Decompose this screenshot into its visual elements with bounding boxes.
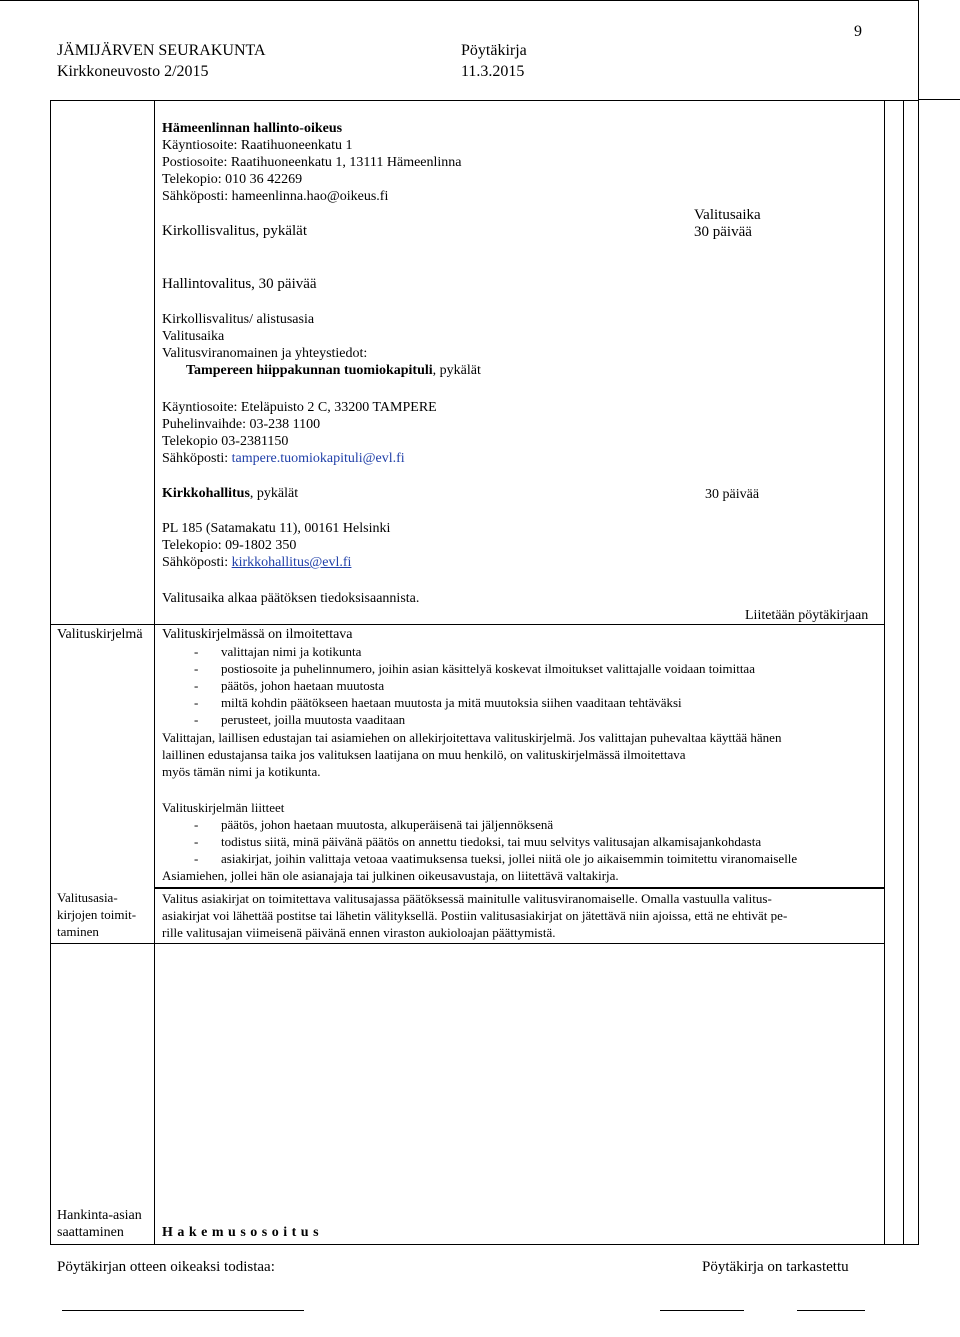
left-column-border	[50, 100, 51, 1245]
appeal-item: päätös, johon haetaan muutosta	[221, 678, 385, 693]
appeal-item-dash: -	[194, 661, 199, 676]
delivery-label-line: taminen	[57, 924, 99, 939]
board-email-prefix: Sähköposti:	[162, 555, 232, 570]
procurement-label-line: Hankinta-asian	[57, 1208, 142, 1223]
period-start-note: Valitusaika alkaa päätöksen tiedoksisaannista.	[162, 591, 420, 606]
delivery-label-line: Valitusasia-	[57, 890, 118, 905]
table-top-border	[50, 100, 918, 101]
signature-line-right-a	[660, 1310, 744, 1311]
chapter-email	[162, 450, 405, 467]
delivery-bottom-divider	[50, 943, 884, 944]
chapter-line3: Valitusviranomainen ja yhteystiedot:	[162, 346, 368, 361]
delivery-text-line: Valitus asiakirjat on toimitettava valitusajassa päätöksessä mainitulle valitusviranomaiselle. Omalla vastuulla valitus-	[162, 891, 772, 906]
header-body: Kirkkoneuvosto 2/2015	[57, 63, 209, 80]
attachment-dash: -	[194, 817, 199, 832]
chapter-email-prefix: Sähköposti:	[162, 451, 232, 466]
chapter-authority-name: Tampereen hiippakunnan tuomiokapituli	[186, 363, 433, 378]
appeal-doc-label: Valituskirjelmä	[57, 627, 143, 642]
court-period-label: Valitusaika	[694, 207, 761, 223]
board-name-suffix: , pykälät	[249, 486, 299, 501]
chapter-authority	[186, 362, 481, 379]
header-doc-type: Pöytäkirja	[461, 42, 527, 59]
outer-right-border-b	[918, 100, 919, 1245]
page-frame-top	[0, 0, 919, 1]
table-bottom-border	[50, 1244, 918, 1245]
board-name-bold: Kirkkohallitus	[162, 486, 250, 501]
chapter-email-link[interactable]: tampere.tuomiokapituli@evl.fi	[231, 451, 405, 466]
delivery-text-line: rille valitusajan viimeisenä päivänä ennen viraston aukioloajan päättymistä.	[162, 925, 556, 940]
attorney-line: Asiamiehen, jollei hän ole asianajaja tai julkinen oikeusavustaja, on liitettävä valtakirja.	[162, 868, 619, 883]
chapter-authority-suffix: , pykälät	[432, 363, 481, 378]
admin-appeal: Hallintovalitus, 30 päivää	[162, 276, 317, 292]
footer-right: Pöytäkirja on tarkastettu	[702, 1259, 849, 1275]
appeal-doc-intro: Valituskirjelmässä on ilmoitettava	[162, 627, 353, 642]
board-period: 30 päivää	[705, 487, 760, 502]
board-address: PL 185 (Satamakatu 11), 00161 Helsinki	[162, 521, 391, 536]
attachment-dash: -	[194, 851, 199, 866]
court-period-value: 30 päivää	[694, 224, 752, 240]
page-frame-right-top	[918, 0, 919, 100]
court-post-address: Postiosoite: Raatihuoneenkatu 1, 13111 Hämeenlinna	[162, 155, 462, 170]
attachment-item: todistus siitä, minä päivänä päätös on annettu tiedoksi, tai muu selvitys valitusajan alkamisajankohdasta	[221, 834, 762, 849]
chapter-line1: Kirkollisvalitus/ alistusasia	[162, 312, 315, 327]
appeal-item: miltä kohdin päätökseen haetaan muutosta ja mitä muutoksia siihen vaaditaan tehtäväksi	[221, 695, 682, 710]
board-fax: Telekopio: 09-1802 350	[162, 538, 297, 553]
footer-left: Pöytäkirjan otteen oikeaksi todistaa:	[57, 1259, 275, 1275]
attachments-title: Valituskirjelmän liitteet	[162, 800, 285, 815]
board-name	[162, 485, 298, 502]
chapter-line2: Valitusaika	[162, 329, 225, 344]
signature-line-right-b	[797, 1310, 865, 1311]
header-date: 11.3.2015	[461, 63, 525, 80]
chapter-visit-address: Käyntiosoite: Eteläpuisto 2 C, 33200 TAMPERE	[162, 400, 437, 415]
appeal-item-dash: -	[194, 712, 199, 727]
appeal-doc-divider	[50, 624, 884, 625]
appeal-item-dash: -	[194, 695, 199, 710]
appeal-item: postiosoite ja puhelinnumero, joihin asian käsittelyä koskevat ilmoitukset valittajalle voidaan toimittaa	[221, 661, 755, 676]
signature-line-left	[62, 1310, 304, 1311]
appeal-item-dash: -	[194, 678, 199, 693]
court-email: Sähköposti: hameenlinna.hao@oikeus.fi	[162, 189, 389, 204]
attachment-dash: -	[194, 834, 199, 849]
header-divider	[918, 99, 960, 100]
header-org: JÄMIJÄRVEN SEURAKUNTA	[57, 42, 266, 59]
procurement-title: H a k e m u s o s o i t u s	[162, 1225, 320, 1240]
court-fax: Telekopio: 010 36 42269	[162, 172, 303, 187]
appeal-item: perusteet, joilla muutosta vaaditaan	[221, 712, 406, 727]
page-number: 9	[854, 23, 862, 40]
delivery-text-line: asiakirjat voi lähettää postitse tai lähetin välityksellä. Postiin valitusasiakirjat on jätettävä niin ajoissa, että ne ehtivät pe-	[162, 908, 788, 923]
board-email	[162, 554, 351, 571]
court-visit-address: Käyntiosoite: Raatihuoneenkatu 1	[162, 138, 353, 153]
board-email-link[interactable]: kirkkohallitus@evl.fi	[231, 555, 352, 570]
procurement-label-line: saattaminen	[57, 1225, 124, 1240]
court-appeal-label: Kirkollisvalitus, pykälät	[162, 223, 307, 239]
content-column-right-border	[884, 100, 885, 1245]
delivery-label-line: kirjojen toimit-	[57, 907, 137, 922]
chapter-phone: Puhelinvaihde: 03-238 1100	[162, 417, 321, 432]
court-name: Hämeenlinnan hallinto-oikeus	[162, 121, 343, 136]
signing-line: laillinen edustajansa taika jos valituksen laatijana on muu henkilö, on valituskirjelmässä ilmoitettava	[162, 747, 686, 762]
appeal-item-dash: -	[194, 644, 199, 659]
signing-line: Valittajan, laillisen edustajan tai asiamiehen on allekirjoitettava valituskirjelmä. Jos valittajan puhevaltaa käyttää hänen	[162, 730, 782, 745]
attachment-item: asiakirjat, joihin valittaja vetoaa vaatimuksensa tueksi, jollei niitä ole jo aikaisemmin toimitettu viranomaiselle	[221, 851, 798, 866]
label-column-divider	[154, 100, 155, 1245]
attachment-item: päätös, johon haetaan muutosta, alkuperäisenä tai jäljennöksenä	[221, 817, 554, 832]
signing-line: myös tämän nimi ja kotikunta.	[162, 764, 321, 779]
appeal-item: valittajan nimi ja kotikunta	[221, 644, 362, 659]
attach-note: Liitetään pöytäkirjaan	[745, 608, 869, 623]
delivery-divider	[154, 887, 884, 889]
outer-right-border-a	[903, 100, 904, 1245]
chapter-fax: Telekopio 03-2381150	[162, 434, 289, 449]
